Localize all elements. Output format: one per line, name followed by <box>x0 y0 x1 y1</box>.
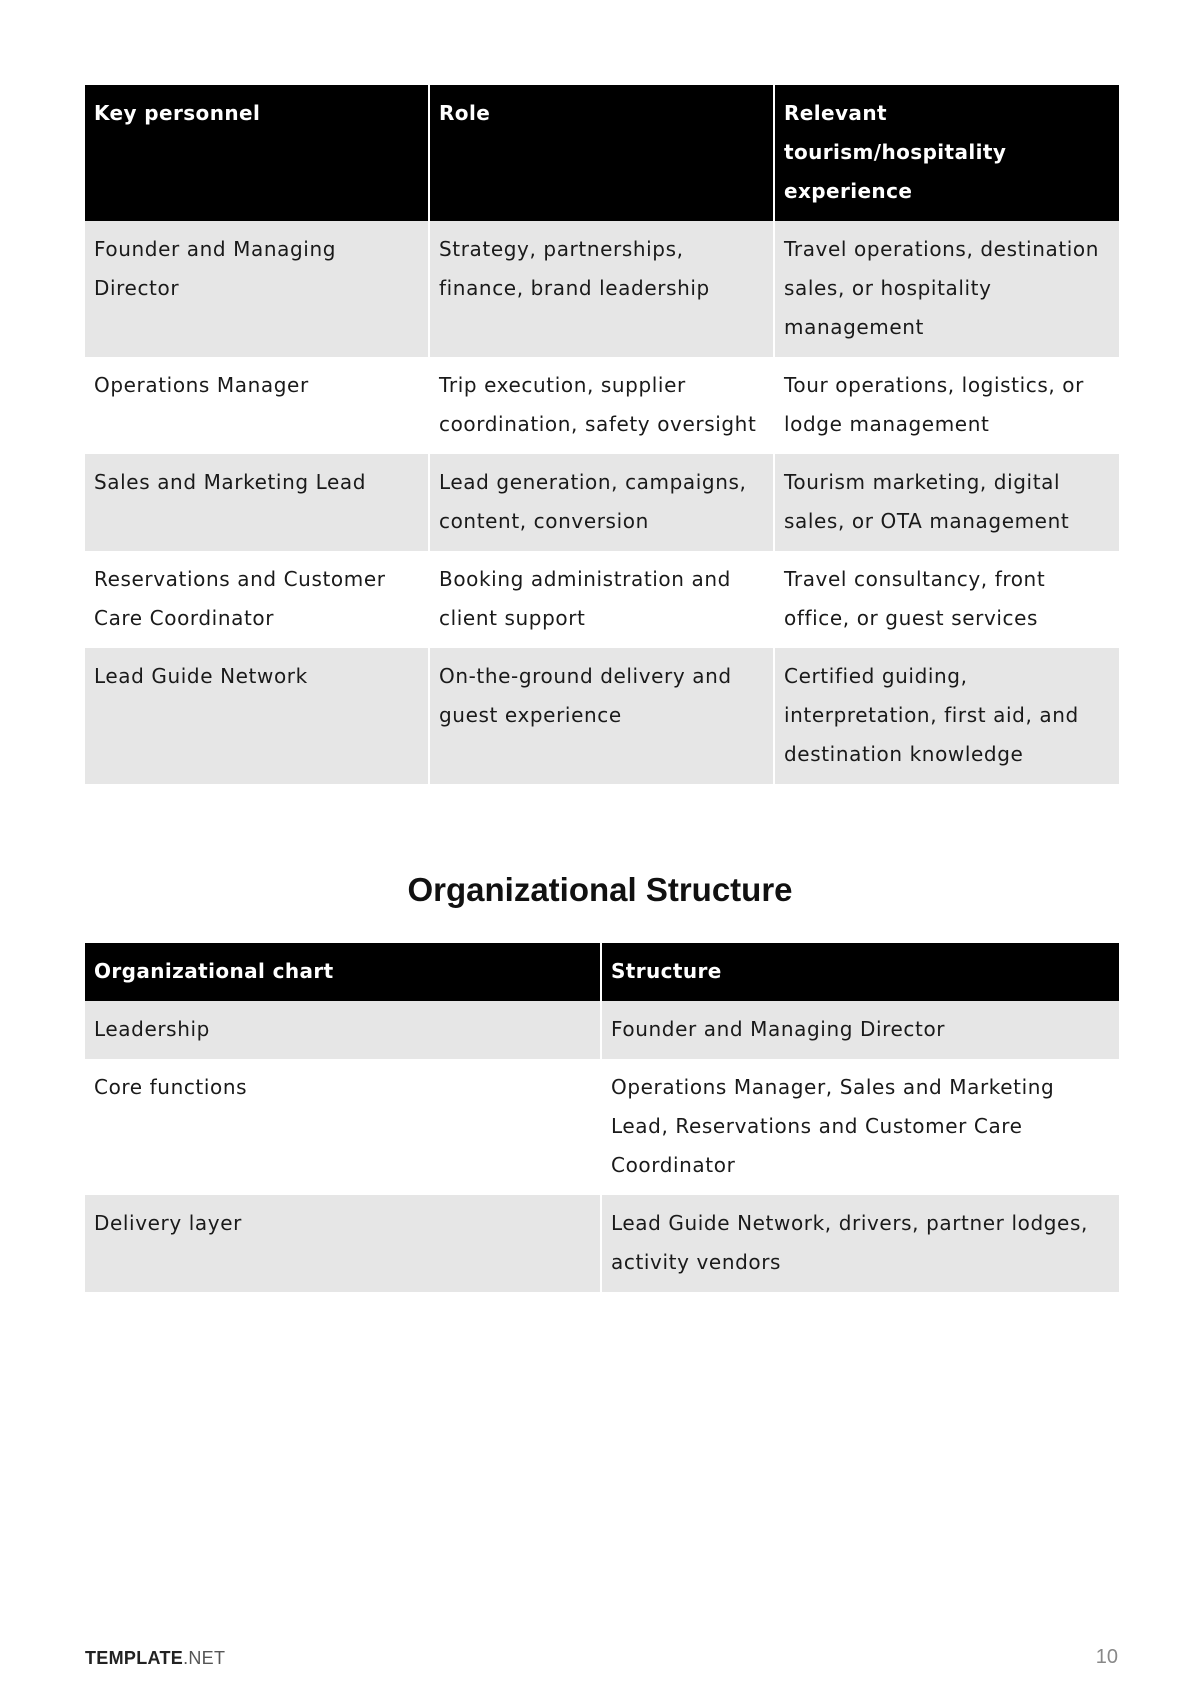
personnel-cell: Operations Manager <box>85 357 430 454</box>
table-row <box>85 357 1119 454</box>
role-cell: Booking administration and client support <box>430 551 775 648</box>
org-level-cell: Leadership <box>85 1001 602 1059</box>
organizational-structure-table <box>85 943 1119 1292</box>
section-title: Organizational Structure <box>407 871 793 908</box>
org-level-cell: Delivery layer <box>85 1195 602 1292</box>
structure-cell: Founder and Managing Director <box>602 1001 1119 1059</box>
table-row <box>85 551 1119 648</box>
structure-cell: Lead Guide Network, drivers, partner lodges, activity vendors <box>602 1195 1119 1292</box>
page-number: 10 <box>1095 1646 1118 1668</box>
column-header-structure: Structure <box>602 943 1119 1001</box>
personnel-cell: Founder and Managing Director <box>85 221 430 357</box>
column-header-role: Role <box>430 85 775 221</box>
structure-cell: Operations Manager, Sales and Marketing Lead, Reservations and Customer Care Coordinator <box>602 1059 1119 1195</box>
role-cell: Lead generation, campaigns, content, conversion <box>430 454 775 551</box>
experience-cell: Tour operations, logistics, or lodge management <box>775 357 1119 454</box>
table-header-row <box>85 85 1119 221</box>
personnel-cell: Sales and Marketing Lead <box>85 454 430 551</box>
experience-cell: Certified guiding, interpretation, first aid, and destination knowledge <box>775 648 1119 784</box>
personnel-cell: Reservations and Customer Care Coordinator <box>85 551 430 648</box>
column-header-key-personnel: Key personnel <box>85 85 430 221</box>
role-cell: Strategy, partnerships, finance, brand leadership <box>430 221 775 357</box>
personnel-cell: Lead Guide Network <box>85 648 430 784</box>
table-header-row <box>85 943 1119 1001</box>
experience-cell: Tourism marketing, digital sales, or OTA management <box>775 454 1119 551</box>
experience-cell: Travel consultancy, front office, or guest services <box>775 551 1119 648</box>
table-row <box>85 1059 1119 1195</box>
experience-cell: Travel operations, destination sales, or hospitality management <box>775 221 1119 357</box>
footer-brand-logo <box>85 1648 225 1669</box>
table-row <box>85 1001 1119 1059</box>
brand-name-suffix: .NET <box>183 1648 226 1668</box>
table-row <box>85 221 1119 357</box>
table-row <box>85 1195 1119 1292</box>
role-cell: On-the-ground delivery and guest experience <box>430 648 775 784</box>
table-row <box>85 648 1119 784</box>
org-level-cell: Core functions <box>85 1059 602 1195</box>
role-cell: Trip execution, supplier coordination, safety oversight <box>430 357 775 454</box>
table-row <box>85 454 1119 551</box>
column-header-organizational-chart: Organizational chart <box>85 943 602 1001</box>
brand-name-strong: TEMPLATE <box>85 1648 184 1668</box>
key-personnel-table <box>85 85 1119 784</box>
column-header-experience: Relevant tourism/hospitality experience <box>775 85 1119 221</box>
